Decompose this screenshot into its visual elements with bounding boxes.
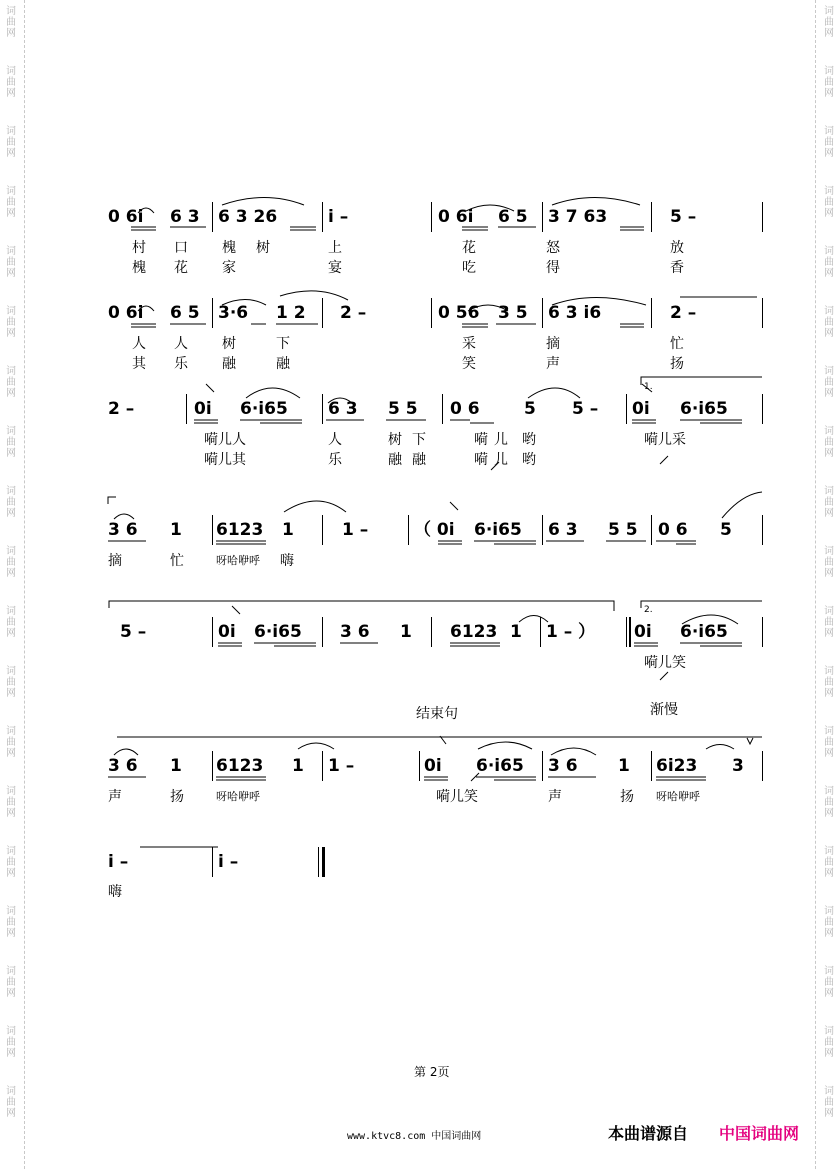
note-group: 1 2 <box>276 303 306 323</box>
barline <box>212 202 213 232</box>
watermark-text: 词 曲 网 <box>6 246 16 279</box>
lyric: 其 <box>132 356 146 372</box>
lyric: 摘 <box>546 336 560 352</box>
note-group: 1 <box>400 622 412 642</box>
watermark-text: 词 曲 网 <box>6 906 16 939</box>
watermark-text: 词 曲 网 <box>6 486 16 519</box>
note-group: i – <box>108 852 129 872</box>
watermark-text: 词 曲 网 <box>824 1026 834 1059</box>
note-group: 0 6i <box>108 303 144 323</box>
barline <box>540 617 541 647</box>
barline <box>431 202 432 232</box>
note-group: 3·6 <box>218 303 249 323</box>
source-label: 本曲谱源自 <box>608 1124 689 1143</box>
note-group: 1 – ） <box>546 622 596 642</box>
barline <box>212 847 213 877</box>
watermark-text: 词 曲 网 <box>6 306 16 339</box>
site-url[interactable]: www.ktvc8.com 中国词曲网 <box>347 1131 482 1142</box>
barline <box>542 515 543 545</box>
note-group: 5 5 <box>388 399 418 419</box>
watermark-text: 词 曲 网 <box>824 66 834 99</box>
barline <box>431 298 432 328</box>
repeat-barline <box>626 617 627 647</box>
ending-phrase-mark: 结束句 <box>416 706 458 722</box>
lyric: 忙 <box>670 336 684 352</box>
barline <box>542 298 543 328</box>
note-group: 5 – <box>120 622 147 642</box>
note-group: 1 <box>170 756 182 776</box>
watermark-text: 词 曲 网 <box>824 666 834 699</box>
watermark-text: 词 曲 网 <box>6 6 16 39</box>
lyric: 儿 <box>494 432 508 448</box>
lyric: 融 <box>276 356 290 372</box>
lyric: 花 <box>462 240 476 256</box>
note-group: 1 <box>282 520 294 540</box>
barline <box>762 394 763 424</box>
barline <box>322 617 323 647</box>
lyric: 怒 <box>546 240 560 256</box>
volta-label: 2. <box>644 605 653 615</box>
lyric: 树 <box>222 336 236 352</box>
note-group: （ 0i <box>414 520 455 540</box>
note-group: i – <box>218 852 239 872</box>
lyric: 扬 <box>670 356 684 372</box>
note-group: 6 5 <box>170 303 200 323</box>
note-group: 0 6i <box>108 207 144 227</box>
note-group: 6·i65 <box>680 399 728 419</box>
barline <box>322 515 323 545</box>
final-barline <box>322 847 325 877</box>
watermark-text: 词 曲 网 <box>824 186 834 219</box>
barline <box>651 515 652 545</box>
note-group: 6i23 <box>656 756 698 776</box>
barline <box>322 394 323 424</box>
note-group: 5 <box>524 399 536 419</box>
lyric: 乐 <box>328 452 342 468</box>
lyric: 宴 <box>328 260 342 276</box>
lyric: 哟 <box>522 452 536 468</box>
note-group: 6·i65 <box>254 622 302 642</box>
note-group: 3 <box>732 756 744 776</box>
lyric: 树 <box>388 432 402 448</box>
note-group: 3 6 <box>340 622 370 642</box>
barline <box>186 394 187 424</box>
note-group: 5 – <box>572 399 599 419</box>
watermark-text: 词 曲 网 <box>824 126 834 159</box>
note-group: 6·i65 <box>240 399 288 419</box>
lyric: 吃 <box>462 260 476 276</box>
barline <box>542 202 543 232</box>
lyric: 嗬 <box>474 452 488 468</box>
lyric: 摘 <box>108 553 122 569</box>
lyric: 呀哈咿呼 <box>656 790 700 803</box>
barline <box>762 751 763 781</box>
lyric: 融 <box>388 452 402 468</box>
lyric: 融 <box>412 452 426 468</box>
watermark-text: 词 曲 网 <box>824 1086 834 1119</box>
watermark-text: 词 曲 网 <box>6 186 16 219</box>
lyric: 村 <box>132 240 146 256</box>
watermark-text: 词 曲 网 <box>824 366 834 399</box>
watermark-text: 词 曲 网 <box>824 906 834 939</box>
note-group: 6 3 <box>328 399 358 419</box>
note-group: 6123 <box>216 520 264 540</box>
note-group: 0i <box>218 622 236 642</box>
final-barline <box>318 847 319 877</box>
note-group: 0i <box>424 756 442 776</box>
lyric: 声 <box>548 789 562 805</box>
note-group: 3 6 <box>108 756 138 776</box>
lyric: 哟 <box>522 432 536 448</box>
note-group: 1 – <box>342 520 369 540</box>
barline <box>651 298 652 328</box>
barline <box>626 394 627 424</box>
note-group: 2 – <box>670 303 697 323</box>
note-group: 5 <box>720 520 732 540</box>
lyric: 槐 <box>132 260 146 276</box>
watermark-text: 词 曲 网 <box>6 546 16 579</box>
note-group: 3 6 <box>548 756 578 776</box>
barline <box>322 751 323 781</box>
note-group: 1 <box>510 622 522 642</box>
watermark-text: 词 曲 网 <box>6 1086 16 1119</box>
watermark-text: 词 曲 网 <box>6 966 16 999</box>
barline <box>212 751 213 781</box>
barline <box>419 751 420 781</box>
note-group: i – <box>328 207 349 227</box>
note-group: 6 3 i6 <box>548 303 602 323</box>
note-group: 0 6 <box>658 520 688 540</box>
note-group: 0i <box>632 399 650 419</box>
lyric: 呀哈咿呼 <box>216 790 260 803</box>
note-group: 3 6 <box>108 520 138 540</box>
watermark-text: 词 曲 网 <box>6 786 16 819</box>
watermark-text: 词 曲 网 <box>6 1026 16 1059</box>
barline <box>542 751 543 781</box>
note-group: 6 3 <box>548 520 578 540</box>
watermark-text: 词 曲 网 <box>824 606 834 639</box>
watermark-text: 词 曲 网 <box>6 846 16 879</box>
note-group: 1 – <box>328 756 355 776</box>
watermark-text: 词 曲 网 <box>6 66 16 99</box>
watermark-text: 词 曲 网 <box>824 426 834 459</box>
ritardando-mark: 渐慢 <box>650 702 678 718</box>
watermark-text: 词 曲 网 <box>824 306 834 339</box>
lyric: 放 <box>670 240 684 256</box>
lyric: 扬 <box>170 789 184 805</box>
barline <box>431 617 432 647</box>
lyric: 嗬儿采 <box>644 432 686 448</box>
note-group: 2 – <box>108 399 135 419</box>
lyric: 人 <box>132 336 146 352</box>
barline <box>442 394 443 424</box>
watermark-text: 词 曲 网 <box>824 966 834 999</box>
note-group: 0 56 <box>438 303 480 323</box>
barline <box>408 515 409 545</box>
lyric: 融 <box>222 356 236 372</box>
barline <box>651 751 652 781</box>
watermark-text: 词 曲 网 <box>6 366 16 399</box>
barline <box>762 298 763 328</box>
note-group: 6·i65 <box>680 622 728 642</box>
watermark-text: 词 曲 网 <box>824 786 834 819</box>
watermark-text: 词 曲 网 <box>824 246 834 279</box>
note-group: 0i <box>194 399 212 419</box>
barline <box>212 515 213 545</box>
barline <box>762 617 763 647</box>
lyric: 采 <box>462 336 476 352</box>
barline <box>651 202 652 232</box>
barline <box>762 515 763 545</box>
note-group: 5 5 <box>608 520 638 540</box>
watermark-text: 词 曲 网 <box>6 126 16 159</box>
barline <box>212 617 213 647</box>
note-group: 0 6i <box>438 207 474 227</box>
lyric: 儿 <box>494 452 508 468</box>
lyric: 香 <box>670 260 684 276</box>
note-group: 6·i65 <box>474 520 522 540</box>
barline <box>322 298 323 328</box>
lyric: 忙 <box>170 553 184 569</box>
note-group: 6 5 <box>498 207 528 227</box>
lyric: 声 <box>546 356 560 372</box>
lyric: 人 <box>174 336 188 352</box>
lyric: 下 <box>276 336 290 352</box>
lyric: 人 <box>328 432 342 448</box>
lyric: 扬 <box>620 789 634 805</box>
lyric: 笑 <box>462 356 476 372</box>
page-number: 第 2页 <box>414 1065 450 1079</box>
repeat-barline <box>629 617 631 647</box>
note-group: 6123 <box>216 756 264 776</box>
note-group: 6 3 <box>170 207 200 227</box>
lyric: 呀哈咿呼 <box>216 554 260 567</box>
lyric: 嗬儿其 <box>204 452 246 468</box>
note-group: 6123 <box>450 622 498 642</box>
watermark-text: 词 曲 网 <box>824 726 834 759</box>
watermark-text: 词 曲 网 <box>6 666 16 699</box>
lyric: 嗨 <box>280 553 294 569</box>
note-group: 5 – <box>670 207 697 227</box>
lyric: 槐 <box>222 240 236 256</box>
lyric: 嗬儿人 <box>204 432 246 448</box>
watermark-text: 词 曲 网 <box>824 486 834 519</box>
lyric: 嗬 <box>474 432 488 448</box>
lyric: 上 <box>328 240 342 256</box>
barline <box>762 202 763 232</box>
note-group: 3 7 63 <box>548 207 608 227</box>
lyric: 声 <box>108 789 122 805</box>
brand-logo-text[interactable]: 中国词曲网 <box>719 1124 800 1143</box>
note-group: 1 <box>618 756 630 776</box>
lyric: 得 <box>546 260 560 276</box>
note-group: 3 5 <box>498 303 528 323</box>
lyric: 家 <box>222 260 236 276</box>
note-group: 1 <box>292 756 304 776</box>
volta-label: 1. <box>644 382 653 392</box>
watermark-text: 词 曲 网 <box>6 726 16 759</box>
lyric: 嗨 <box>108 884 122 900</box>
note-group: 6·i65 <box>476 756 524 776</box>
barline <box>322 202 323 232</box>
lyric: 下 <box>412 432 426 448</box>
lyric: 口 <box>174 240 188 256</box>
note-group: 0i <box>634 622 652 642</box>
lyric: 嗬儿笑 <box>644 655 686 671</box>
note-group: 1 <box>170 520 182 540</box>
watermark-text: 词 曲 网 <box>824 546 834 579</box>
note-group: 6 3 26 <box>218 207 278 227</box>
lyric: 花 <box>174 260 188 276</box>
watermark-text: 词 曲 网 <box>6 606 16 639</box>
barline <box>212 298 213 328</box>
watermark-text: 词 曲 网 <box>6 426 16 459</box>
lyric: 乐 <box>174 356 188 372</box>
lyric: 树 <box>256 240 270 256</box>
note-group: 0 6 <box>450 399 480 419</box>
note-group: 2 – <box>340 303 367 323</box>
watermark-text: 词 曲 网 <box>824 6 834 39</box>
lyric: 嗬儿笑 <box>436 789 478 805</box>
watermark-text: 词 曲 网 <box>824 846 834 879</box>
